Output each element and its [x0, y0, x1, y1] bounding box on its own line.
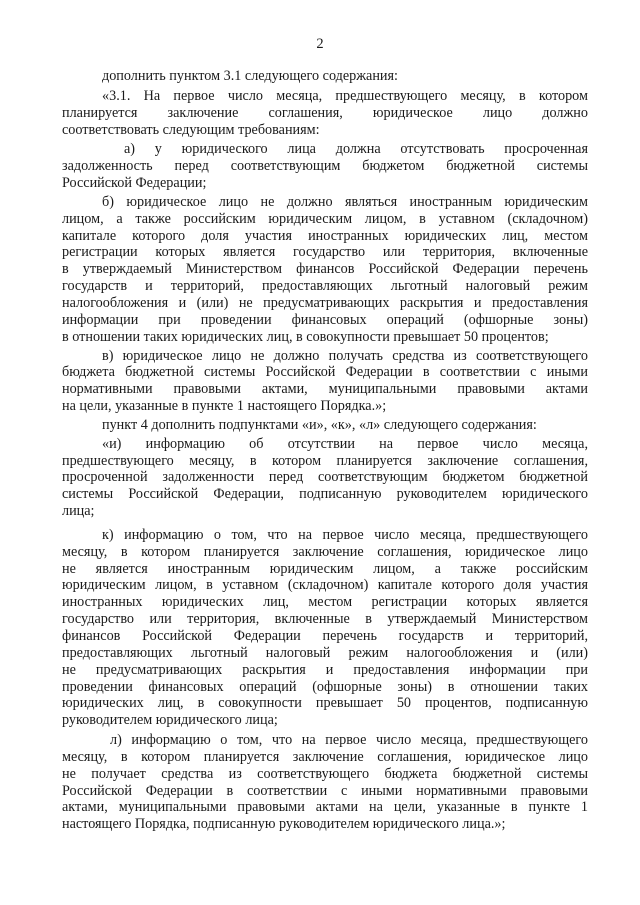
paragraph: [62, 194, 588, 346]
text-line: на цели, указанные в пункте 1 настоящего Порядка.»;: [62, 398, 387, 415]
text-line: «3.1. На первое число месяца, предшествующего месяцу, в котором: [102, 87, 588, 104]
text-line: юридическим лицом, в уставном (складочном) капитале которого доля участия: [62, 577, 588, 594]
text-line: регистрации которых является государство или территория, включенные: [62, 244, 588, 261]
text-line: капитале которого доля участия иностранных юридических лиц, местом: [62, 227, 588, 244]
text-line: пункт 4 дополнить подпунктами «и», «к», «л» следующего содержания:: [102, 416, 537, 433]
text-line: не получает средства из соответствующего бюджета бюджетной системы: [62, 765, 588, 782]
text-line: л) информацию о том, что на первое число месяца, предшествующего: [110, 732, 588, 749]
text-line: не является иностранным юридическим лицом, а также российским: [62, 560, 588, 577]
text-line: лицом, а также российским юридическим лицом, в уставном (складочном): [62, 210, 588, 227]
document-body: [62, 68, 588, 833]
text-line: в утверждаемый Министерством финансов Российской Федерации перечень: [62, 261, 588, 278]
text-line: государство или территория, включенные в утверждаемый Министерством: [62, 611, 588, 628]
text-line: не предусматривающих раскрытия и предоставления информации при: [62, 661, 588, 678]
text-line: налогообложения и (или) не предусматривающих раскрытия и предоставления: [62, 294, 588, 311]
text-line: нормативными правовыми актами, муниципальными правовыми актами: [62, 381, 588, 398]
text-line: дополнить пунктом 3.1 следующего содержания:: [102, 68, 398, 84]
paragraph: [62, 68, 588, 85]
text-line: актами, муниципальными правовыми актами на цели, указанные в пункте 1: [62, 799, 588, 816]
text-line: проведении финансовых операций (офшорные зоны) в отношении таких: [62, 678, 588, 695]
text-line: задолженность перед соответствующим бюджетом бюджетной системы: [62, 158, 588, 175]
text-line: финансов Российской Федерации перечень государств и территорий,: [62, 628, 588, 644]
text-line: руководителем юридического лица;: [62, 712, 278, 729]
text-line: б) юридическое лицо не должно являться иностранным юридическим: [102, 193, 588, 210]
paragraph: [62, 141, 588, 192]
text-line: просроченной задолженности перед соответствующим бюджетом бюджетной: [62, 469, 588, 486]
text-line: предшествующего месяцу, в котором планируется заключение соглашения,: [62, 452, 588, 469]
text-line: Российской Федерации;: [62, 175, 207, 192]
text-line: соответствовать следующим требованиям:: [62, 121, 320, 138]
paragraph: [62, 732, 588, 833]
text-line: информации при проведении финансовых операций (офшорные зоны): [62, 311, 588, 328]
page-number: 2: [316, 36, 324, 52]
text-line: юридических лиц, в совокупности превышает 50 процентов, подписанную: [62, 695, 588, 712]
text-line: месяцу, в котором планируется заключение соглашения, юридическое лицо: [62, 543, 588, 560]
text-line: государств и территорий, предоставляющих льготный налоговый режим: [62, 278, 588, 295]
text-line: лица;: [62, 503, 95, 520]
paragraph: [62, 417, 588, 434]
text-line: Российской Федерации в соответствии с иными нормативными правовыми: [62, 782, 588, 799]
text-line: в) юридическое лицо не должно получать средства из соответствующего: [102, 347, 588, 364]
text-line: месяцу, в котором планируется заключение соглашения, юридическое лицо: [62, 748, 588, 765]
text-line: планируется заключение соглашения, юридическое лицо должно: [62, 104, 588, 121]
text-line: к) информацию о том, что на первое число месяца, предшествующего: [102, 526, 588, 543]
text-line: в отношении таких юридических лиц, в совокупности превышает 50 процентов;: [62, 328, 549, 345]
text-line: настоящего Порядка, подписанную руководителем юридического лица.»;: [62, 816, 506, 833]
text-line: системы Российской Федерации, подписанную руководителем юридического: [62, 486, 588, 503]
text-line: предоставляющих льготный налоговый режим налогообложения и (или): [62, 644, 588, 661]
text-line: иностранных юридических лиц, местом регистрации которых является: [62, 594, 588, 611]
text-line: а) у юридического лица должна отсутствовать просроченная: [124, 141, 588, 158]
paragraph: [62, 348, 588, 415]
text-line: «и) информацию об отсутствии на первое число месяца,: [102, 435, 588, 452]
text-line: бюджета бюджетной системы Российской Федерации в соответствии с иными: [62, 364, 588, 381]
paragraph: [62, 436, 588, 520]
paragraph: [62, 88, 588, 139]
paragraph: [62, 527, 588, 729]
